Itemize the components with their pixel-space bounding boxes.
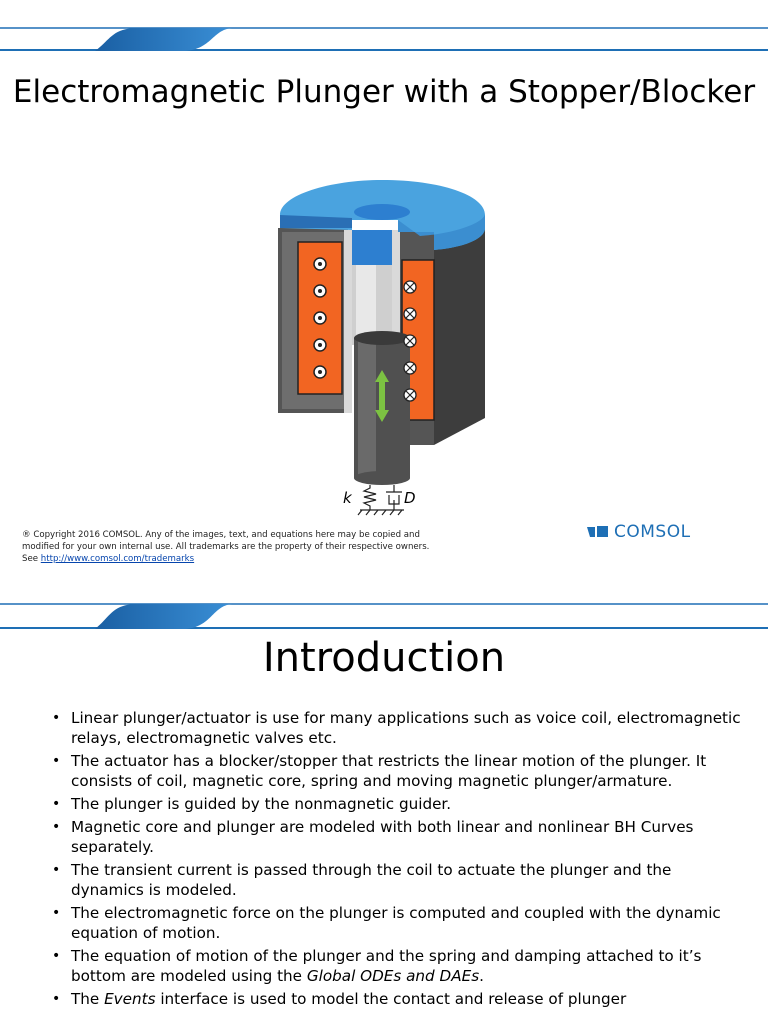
copyright-line-3 [22, 553, 522, 565]
bullet-item: • The actuator has a blocker/stopper that restricts the linear motion of the plunger. It consists of coil, magnetic core, spring and moving magnetic plunger/armature. [44, 751, 744, 792]
spring-label: k [343, 489, 352, 507]
comsol-logo-text: COMSOL [614, 522, 691, 542]
slide-title: Electromagnetic Plunger with a Stopper/Blocker [12, 74, 756, 110]
emphasis-text: Global ODEs and DAEs [306, 967, 480, 985]
bullet-item: • Magnetic core and plunger are modeled with both linear and nonlinear BH Curves separately. [44, 817, 744, 858]
header-banner [0, 0, 768, 60]
slide-2 [0, 580, 768, 1024]
bullet-item: • The electromagnetic force on the plunger is computed and coupled with the dynamic equation of motion. [44, 903, 744, 944]
bullet-item: • The equation of motion of the plunger and the spring and damping attached to it’s bottom are modeled using the Global ODEs and DAEs. [44, 946, 744, 987]
slide-title: Introduction [262, 635, 506, 681]
emphasis-text: Events [104, 989, 156, 1008]
trademarks-link[interactable]: http://www.comsol.com/trademarks [40, 554, 195, 564]
bullet-list [44, 708, 744, 1011]
comsol-logo-icon [586, 521, 610, 543]
bullet-item: • The plunger is guided by the nonmagnetic guider. [44, 794, 744, 814]
bullet-item: • Linear plunger/actuator is use for many applications such as voice coil, electromagnetic relays, electromagnetic valves etc. [44, 708, 744, 749]
comsol-logo [586, 521, 716, 543]
see-text: See [22, 554, 41, 564]
header-banner [0, 580, 768, 640]
plunger-diagram [270, 170, 500, 520]
copyright-line-2: modified for your own internal use. All trademarks are the property of their respective owners. [22, 542, 430, 552]
copyright-line-1: ® Copyright 2016 COMSOL. Any of the images, text, and equations here may be copied and [22, 530, 420, 540]
bullet-item: • The Events interface is used to model the contact and release of plunger [44, 989, 744, 1009]
damper-label: D [404, 489, 416, 507]
bullet-item: • The transient current is passed through the coil to actuate the plunger and the dynamics is modeled. [44, 860, 744, 901]
copyright-notice [22, 529, 522, 565]
